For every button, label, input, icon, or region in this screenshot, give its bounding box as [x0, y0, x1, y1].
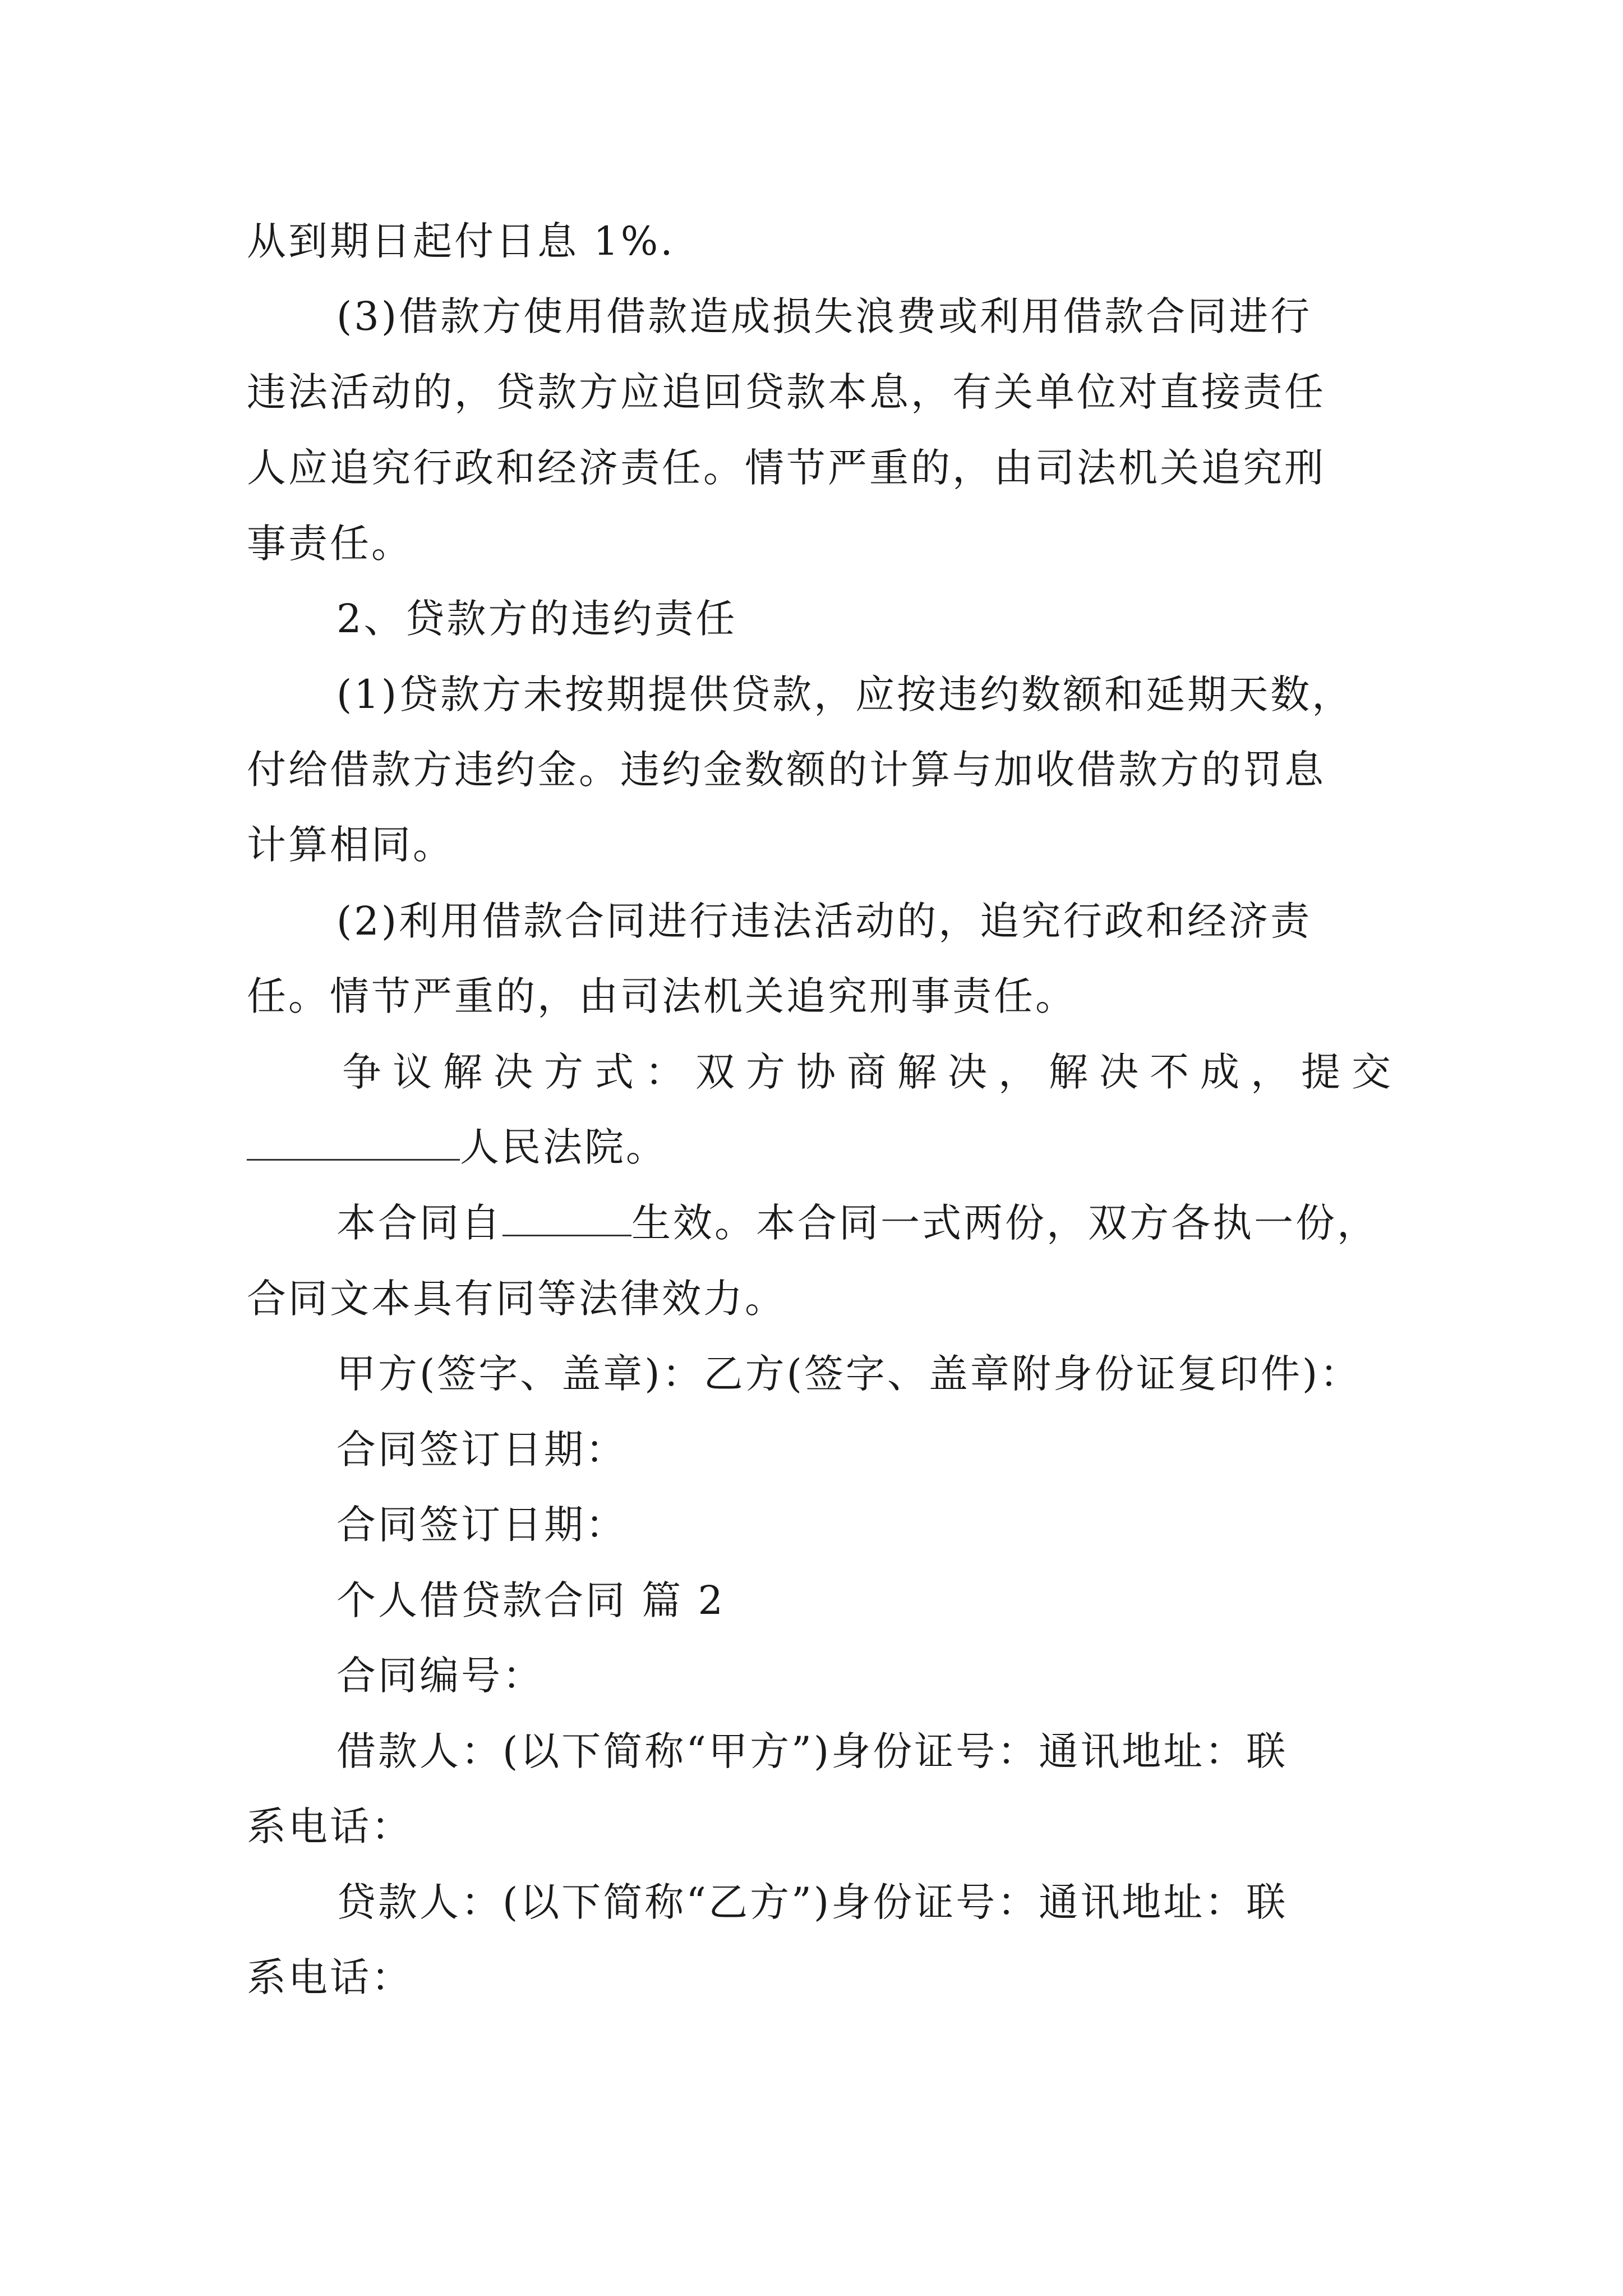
borrower-line: 借款人：(以下简称“甲方”)身份证号：通讯地址：联: [336, 1728, 1288, 1774]
paragraph-line-8: 付给借款方违约金。违约金数额的计算与加收借款方的罚息: [247, 747, 1326, 793]
paragraph-line-3: 违法活动的，贷款方应追回贷款本息，有关单位对直接责任: [247, 369, 1326, 415]
effective-prefix: 本合同自: [336, 1200, 502, 1246]
effective-date-blank: [502, 1200, 631, 1236]
dispute-resolution-line: 争议解决方式：双方协商解决，解决不成，提交: [342, 1049, 1402, 1095]
lender-line: 贷款人：(以下简称“乙方”)身份证号：通讯地址：联: [336, 1879, 1288, 1925]
borrower-phone: 系电话：: [247, 1803, 413, 1849]
paragraph-line-4: 人应追究行政和经济责任。情节严重的，由司法机关追究刑: [247, 445, 1326, 491]
section-heading: 2、贷款方的违约责任: [336, 596, 737, 642]
court-name-blank: [247, 1124, 460, 1161]
effective-line: [336, 1198, 1378, 1248]
paragraph-line-16: 合同文本具有同等法律效力。: [247, 1276, 786, 1322]
paragraph-line-11: 任。情节严重的，由司法机关追究刑事责任。: [247, 973, 1077, 1019]
signature-line: 甲方(签字、盖章)：乙方(签字、盖章附身份证复印件)：: [336, 1351, 1362, 1397]
effective-suffix: 生效。本合同一式两份，双方各执一份，: [631, 1200, 1378, 1246]
signing-date-1: 合同签订日期：: [336, 1427, 627, 1473]
signing-date-2: 合同签订日期：: [336, 1502, 627, 1548]
paragraph-line-1: 从到期日起付日息 1%.: [247, 218, 675, 264]
paragraph-line-5: 事责任。: [247, 521, 413, 567]
lender-phone: 系电话：: [247, 1954, 413, 2000]
contract-title-2: 个人借贷款合同 篇 2: [336, 1577, 726, 1623]
paragraph-line-2: (3)借款方使用借款造成损失浪费或利用借款合同进行: [336, 293, 1312, 339]
court-suffix: 人民法院。: [460, 1124, 667, 1170]
paragraph-line-10: (2)利用借款合同进行违法活动的，追究行政和经济责: [336, 898, 1312, 944]
court-line: [247, 1122, 667, 1172]
contract-number: 合同编号：: [336, 1653, 544, 1699]
paragraph-line-9: 计算相同。: [247, 822, 454, 868]
paragraph-line-7: (1)贷款方未按期提供贷款，应按违约数额和延期天数，: [336, 671, 1354, 717]
